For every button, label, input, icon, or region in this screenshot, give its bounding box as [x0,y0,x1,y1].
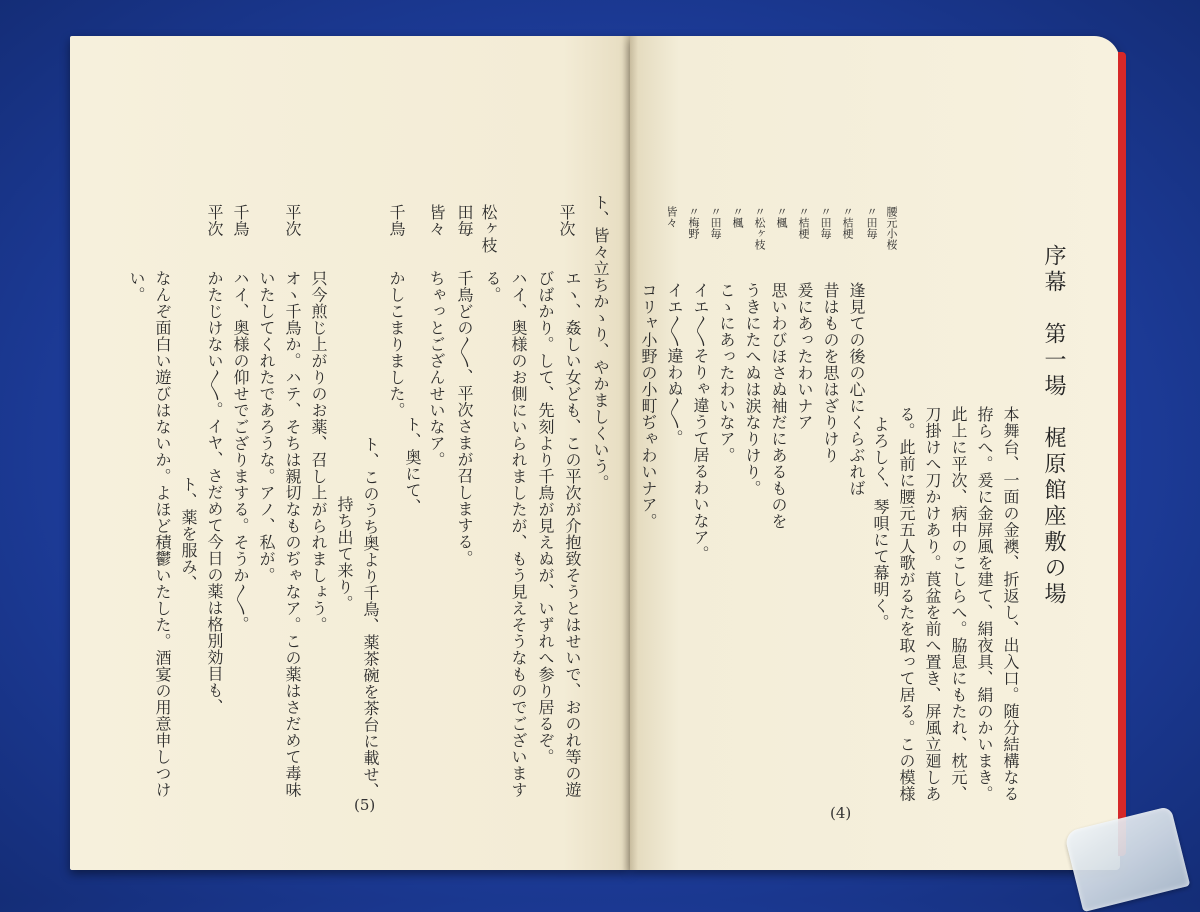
stage-direction-3: 此上に平次、病中のこしらへ。脇息にもたれ、枕元、 [949,406,968,802]
left-line-14: いたしてくれたであろうな。アノ、私が。 [257,270,276,584]
stage-direction-4: 刀掛けへ刀かけあり。莨盆を前へ置き、屏風立廻しあ [923,406,942,802]
left-line-13: オヽ千鳥か。ハテ、そちは親切なものぢゃなア。この薬はさだめて毒味 [283,270,302,798]
left-line-11: 持ち出て来り。 [335,496,354,612]
left-line-15: ハイ、奥様の仰せでござりまする。そうか〳〵。 [231,270,250,633]
left-speaker-15: 千鳥 [231,204,250,237]
right-speaker-2: 〃田毎 [865,206,878,239]
left-line-16: かたじけない〳〵。イヤ、さだめて今日の薬は格別効目も、 [205,270,224,715]
left-speaker-13: 平次 [283,204,302,237]
left-line-6: 千鳥どの〳〵、平次さまが召しまする。 [455,270,474,567]
left-line-10: ト、このうち奥より千鳥、薬茶碗を茶台に載せ、 [361,436,380,799]
left-line-2: エヽ、姦しい女ども、この平次が介抱致そうとはせいで、おのれ等の遊 [563,270,582,798]
left-line-1: ト、皆々立ちかゝり、やかましくいう。 [591,194,610,491]
red-cover-edge [1118,52,1126,856]
right-speaker-3: 〃桔梗 [841,206,854,239]
right-speaker-10: 〃梅野 [687,206,700,239]
scene-title: 序幕 第一場 梶原館座敷の場 [1041,244,1066,608]
right-line-6: こゝにあったわいなア。 [717,282,736,464]
book-gutter [622,36,638,870]
left-line-7: ちゃっとござんせいなア。 [427,270,446,468]
stage-direction-1: 本舞台、一面の金襖、折返し、出入口。随分結構なる [1001,406,1020,802]
stage-direction-5: る。此前に腰元五人歌がるたを取って居る。この模様 [897,406,916,802]
left-speaker-16: 平次 [205,204,224,237]
left-line-17: ト、薬を服み、 [179,476,198,592]
right-speaker-5: 〃桔梗 [797,206,810,239]
right-line-5: うきにたへぬは涙なりけり。 [743,282,762,497]
left-speaker-7: 皆々 [427,204,446,237]
page-number-left: (5) [354,796,376,814]
open-booklet [70,36,1132,870]
left-line-3: びばかり。して、先刻より千鳥が見えぬが、いずれへ参り居るぞ。 [536,270,555,765]
right-line-8: イエ〳〵違わぬ〳〵。 [665,282,684,446]
left-line-9: かしこまりました。 [387,270,406,419]
right-speaker-9: 〃田毎 [709,206,722,239]
right-line-4: 思いわびほさぬ袖だにあるものを [769,282,788,530]
right-speaker-1: 腰元小桜 [885,206,898,250]
left-line-4: ハイ、奥様のお側にいられましたが、もう見えそうなものでございます [509,270,528,798]
left-speaker-9: 千鳥 [387,204,406,237]
left-speaker-2: 平次 [557,204,576,237]
page-number-right: (4) [830,804,852,822]
left-speaker-6: 田毎 [455,204,474,237]
right-speaker-8: 〃楓 [731,206,744,228]
right-page [630,36,1120,870]
stage-direction-2: 拵らへ。爰に金屏風を建て、絹夜具、絹のかいまき。 [975,406,994,802]
right-line-2: 昔はものを思はざりけり [821,282,840,464]
right-line-9: コリャ小野の小町ぢゃわいナア。 [639,282,658,530]
right-speaker-7: 〃松ヶ枝 [753,206,766,250]
right-line-3: 爰にあったわいナア [795,282,814,431]
right-line-1: 逢見ての後の心にくらぶれば [847,282,866,497]
left-line-12: 只今煎じ上がりのお薬、召し上がられましょう。 [309,270,328,633]
right-speaker-11: 皆々 [665,206,678,228]
right-speaker-4: 〃田毎 [819,206,832,239]
left-page [70,36,630,870]
stage-direction-6: よろしく、琴唄にて幕明く。 [871,416,890,631]
left-line-18: なんぞ面白い遊びはないか。よほど積鬱いたした。酒宴の用意申しつけ [153,270,172,798]
right-speaker-6: 〃楓 [775,206,788,228]
right-line-7: イエ〳〵そりゃ違うて居るわいなア。 [691,282,710,562]
left-line-19: い。 [127,270,146,303]
left-line-5: る。 [483,270,502,303]
left-line-8: ト、奥にて、 [403,416,422,515]
left-speaker-4: 松ヶ枝 [479,204,498,254]
